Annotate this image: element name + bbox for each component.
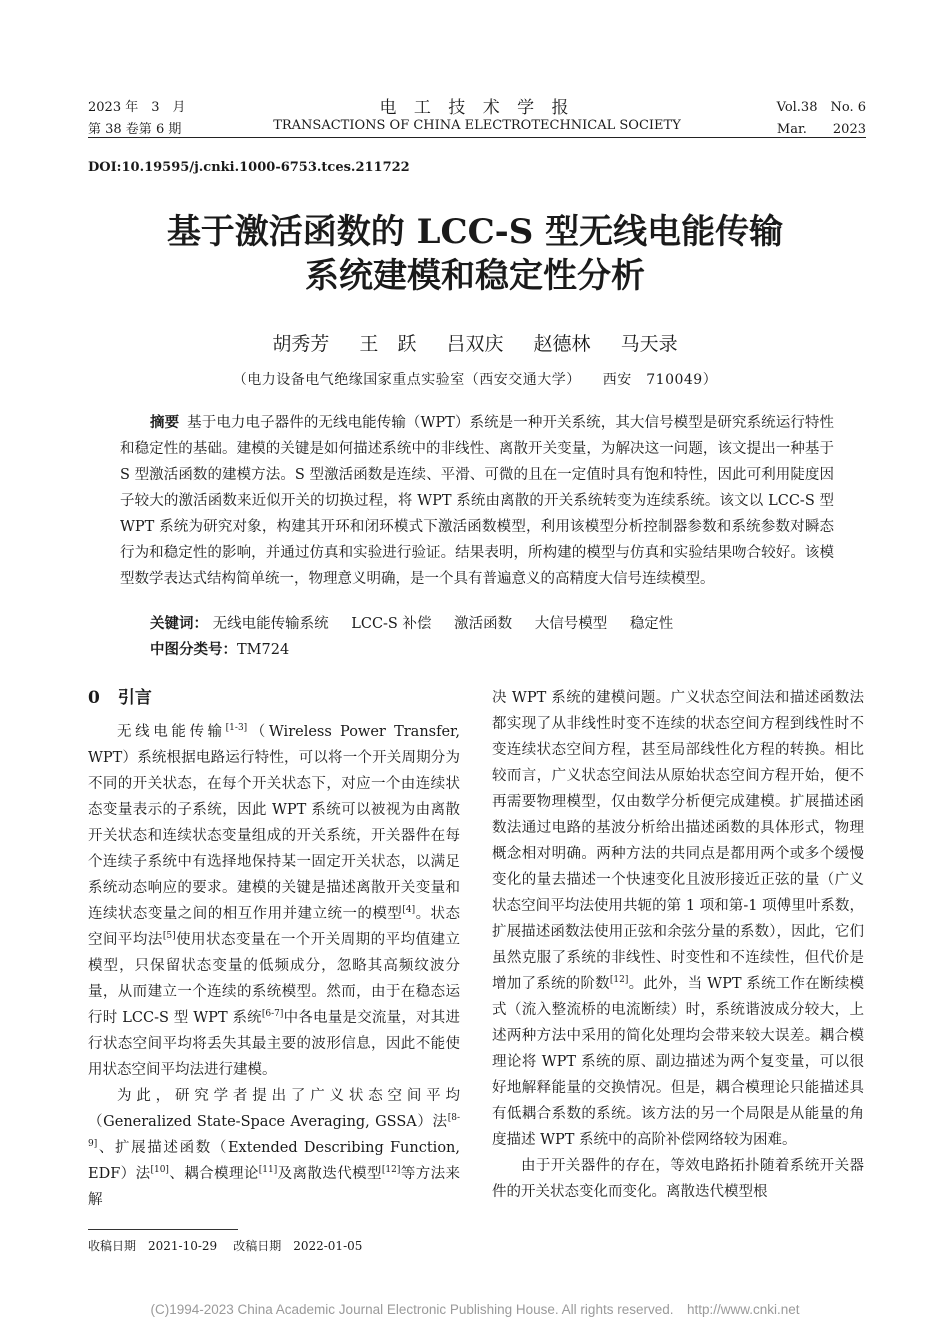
keywords: [150, 612, 691, 633]
classification: [150, 638, 289, 659]
keyword: 稳定性: [629, 616, 674, 632]
month-year: Mar. 2023: [776, 122, 866, 137]
body-paragraph: 由于开关器件的存在，等效电路拓扑随着系统开关器件的开关状态变化而变化。离散迭代模型根: [492, 1158, 864, 1200]
section-heading: [88, 685, 460, 711]
citation[interactable]: [8-9]: [88, 1113, 460, 1150]
affiliation: （电力设备电气绝缘国家重点实验室（西安交通大学） 西安 710049）: [232, 372, 718, 388]
journal-name-en: TRANSACTIONS OF CHINA ELECTROTECHNICAL SOCIETY: [273, 118, 681, 133]
volume-issue-cn: 第 38 卷第 6 期: [88, 122, 182, 137]
title-line-1: 基于激活函数的 LCC-S 型无线电能传输: [166, 212, 784, 252]
journal-name-cn: 电 工 技 术 学 报: [379, 98, 575, 118]
author: 马天录: [620, 333, 678, 355]
classification-label: 中图分类号：: [150, 641, 237, 658]
keyword: 激活函数: [454, 616, 513, 632]
citation[interactable]: [10]: [150, 1165, 169, 1176]
body-paragraph: 无线电能传输[1-3]（Wireless Power Transfer, WPT）系统根据电路运行特性，可以将一个开关周期分为不同的开关状态，在每个开关状态下，对应一个由连续状态变量表示的子系统，因此 WPT 系统可以被视为由离散开关状态和连续状态变量组成的开关系统，开关器件在每个连续子系统中有选择地保持某一固定开关状态，以满足系统动态响应的要求。建模的关键是描述离散开关变量和连续状态变量之间的相互作用并建立统一的模型[4]。状态空间平均法[5]使用状态变量在一个开关周期的平均值建立模型，只保留状态变量的低频成分，忽略其高频纹波分量，从而建立一个连续的系统模型。然而，由于在稳态运行时 LCC-S 型 WPT 系统[6-7]中各电量是交流量，对其进行状态空间平均将丢失其最主要的波形信息，因此不能使用状态空间平均法进行建模。: [88, 723, 460, 1078]
paper-title: [60, 210, 890, 298]
body-paragraph: 为此，研究学者提出了广义状态空间平均（Generalized State-Space Averaging, GSSA）法[8-9]、扩展描述函数（Extended Describing Function, EDF）法[10]、耦合模理论[11]及离散迭代模型[12]等方法来解: [88, 1088, 460, 1208]
received-date: 收稿日期 2021-10-29: [88, 1239, 218, 1253]
citation[interactable]: [12]: [381, 1165, 401, 1176]
keywords-label: 关键词：: [150, 615, 208, 632]
left-column: [88, 685, 460, 1213]
keyword: 无线电能传输系统: [212, 616, 329, 632]
citation[interactable]: [4]: [402, 905, 416, 916]
title-line-2: 系统建模和稳定性分析: [305, 256, 645, 296]
footnote-dates: [88, 1237, 362, 1254]
section-title: 引言: [117, 688, 152, 708]
citation[interactable]: [1-3]: [225, 723, 248, 734]
header-rule: [88, 137, 866, 138]
author: 王 跃: [359, 333, 417, 355]
body-paragraph: 决 WPT 系统的建模问题。广义状态空间法和描述函数法都实现了从非线性时变不连续的状态空间方程到线性时不变连续状态空间方程，甚至局部线性化方程的转换。相比较而言，广义状态空间法从原始状态空间方程开始，便不再需要物理模型，仅由数学分析便完成建模。扩展描述函数法通过电路的基波分析给出描述函数的具体形式，物理概念相对明确。两种方法的共同点是都用两个或多个缓慢变化的量去描述一个快速变化且波形接近正弦的量（广义状态空间平均法使用共轭的第 1 项和第-1 项傅里叶系数，扩展描述函数法使用正弦和余弦分量的系数），因此，它们虽然克服了系统的非线性、时变性和不连续性，但代价是增加了系统的阶数[12]。此外，当 WPT 系统工作在断续模式（流入整流桥的电流断续）时，系统谐波成分较大，上述两种方法中采用的简化处理均会带来较大误差。耦合模理论将 WPT 系统的原、副边描述为两个复变量，可以很好地解释能量的交换情况。但是，耦合模理论只能描述具有低耦合系数的系统。该方法的另一个局限是从能量的角度描述 WPT 系统中的高阶补偿网络较为困难。: [492, 690, 864, 1148]
author-list: [0, 329, 950, 356]
volume-number: Vol.38 No. 6: [776, 100, 866, 115]
copyright-notice: (C)1994-2023 China Academic Journal Electronic Publishing House. All rights reserved. http://www.cnki.net: [150, 1302, 800, 1317]
abstract-label: 摘要: [150, 414, 180, 431]
author: 胡秀芳: [272, 333, 330, 355]
keyword: LCC-S 补偿: [351, 616, 432, 632]
right-column: [492, 685, 864, 1205]
citation[interactable]: [5]: [162, 931, 176, 942]
classification-code: TM724: [237, 642, 290, 658]
author: 赵德林: [533, 333, 591, 355]
issue-date: 2023 年 3 月: [88, 100, 186, 115]
author: 吕双庆: [446, 333, 504, 355]
abstract-text: 基于电力电子器件的无线电能传输（WPT）系统是一种开关系统，其大信号模型是研究系统运行特性和稳定性的基础。建模的关键是如何描述系统中的非线性、离散开关变量，为解决这一问题，该文提出一种基于 S 型激活函数的建模方法。S 型激活函数是连续、平滑、可微的且在一定值时具有饱和特性，因此可利用陡度因子较大的激活函数来近似开关的切换过程，将 WPT 系统由离散的开关系统转变为连续系统。该文以 LCC-S 型 WPT 系统为研究对象，构建其开环和闭环模式下激活函数模型，利用该模型分析控制器参数和系统参数对瞬态行为和稳定性的影响，并通过仿真和实验进行验证。结果表明，所构建的模型与仿真和实验结果吻合较好。该模型数学表达式结构简单统一，物理意义明确，是一个具有普遍意义的高精度大信号连续模型。: [120, 415, 835, 587]
footnote-rule: [88, 1229, 238, 1230]
revised-date: 改稿日期 2022-01-05: [233, 1239, 363, 1253]
keyword: 大信号模型: [534, 616, 608, 632]
doi[interactable]: DOI:10.19595/j.cnki.1000-6753.tces.211722: [88, 160, 410, 175]
citation[interactable]: [6-7]: [261, 1009, 284, 1020]
citation[interactable]: [12]: [609, 975, 629, 986]
citation[interactable]: [11]: [258, 1165, 278, 1176]
abstract: [120, 410, 834, 592]
section-number: 0: [88, 688, 100, 708]
